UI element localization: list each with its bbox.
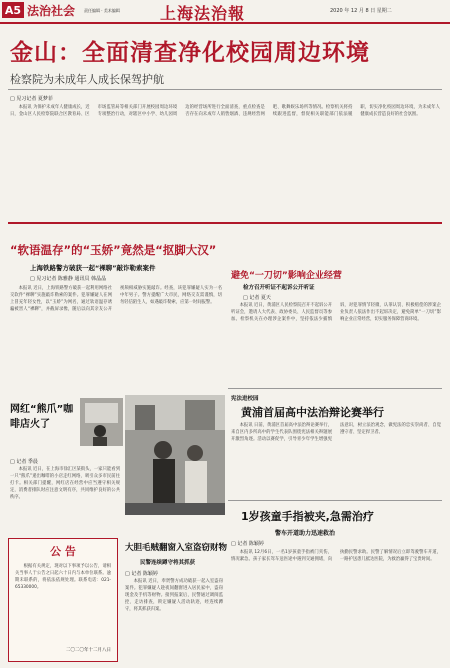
story-e-body [231, 549, 441, 661]
story-a-headline: “软语温存”的“玉娇”竟然是“抠脚大汉” [10, 243, 217, 257]
lead-subhead: 检察院为未成年人成长保驾护航 [10, 73, 164, 86]
divider [228, 500, 442, 501]
divider [8, 89, 442, 90]
story-a-byline: □ 见习记者 陈雅静 通讯员 韩晶晶 [30, 276, 107, 282]
story-f-headline: 大胆毛贼翻窗入室盗窃财物 [125, 543, 228, 553]
story-d-body [231, 422, 441, 494]
story-f-subhead: 民警连续蹲守将其抓获 [140, 560, 196, 566]
story-f-byline: □ 记者 陈颖婷 [125, 571, 158, 577]
lead-byline: □ 见习记者 夏梦菲 [10, 96, 53, 102]
notice-title: 公 告 [50, 545, 76, 558]
notice-body-text: 根据有关规定，现对以下事项予以公告，请相关当事人于公告之日起六十日内与本单位联系。逾期未联系的，将依法依规处理。联系电话：021-65330000。 [15, 564, 111, 590]
lead-body-text: 本报讯 为保护未成年人健康成长，近日，金山区人民检察院联合区教育局、区市场监管局等相关部门开展校园周边环境专项整治行动，对辖区中小学、幼儿园周边的经营场所进行全面清查，重点检查是否存在向未成年人销售烟酒、违规经营网吧、歌舞娱乐场所等情况。检察机关将持续跟进监督，督促相关职能部门依法履职，切实净化校园周边环境，为未成年人健康成长营造良好的社会氛围。 [10, 105, 440, 117]
story-a-body-text: 本报讯 近日，上海铁路警方破获一起利用网络社交软件“裸聊”实施敲诈勒索的案件。犯罪嫌疑人在网上冒充年轻女性，以“玉娇”为网名，通过软语温存诱骗被害人“裸聊”，并截屏录像，随后以向其亲友公开视频相威胁实施敲诈。经查，该犯罪嫌疑人实为一名中年男子。警方提醒广大市民，网络交友需谨慎，切勿轻信陌生人，如遇敲诈勒索，应第一时间报警。 [10, 286, 222, 312]
street-photo-image [125, 395, 225, 515]
story-f-body [125, 578, 223, 663]
section-name: 法治社会 [27, 4, 76, 18]
story-c-headline: 网红“熊爪”咖啡店火了 [10, 404, 74, 430]
story-b-body [231, 302, 441, 384]
notice-body [15, 563, 111, 643]
story-b-headline: 避免“一刀切”影响企业经营 [231, 271, 342, 281]
section-rule [8, 222, 442, 224]
story-d-body-text: 本报讯 日前，黄浦区首届高中法治辩论赛举行，来自区内多所高中的学生代表队围绕宪法相关辩题展开激烈角逐。活动以赛促学，引导青少年学生增强宪法意识，树立法治观念，做宪法的忠实崇尚者、自觉遵守者、坚定捍卫者。 [231, 423, 441, 442]
page-number-badge: A5 [2, 2, 24, 18]
story-c-body [10, 466, 120, 521]
street-photo [125, 395, 225, 515]
story-b-body-text: 本报讯 近日，黄浦区人民检察院召开不起诉公开听证会，邀请人大代表、政协委员、人民监督员等参加。检察机关在办理涉企案件中，坚持依法少捕慎诉，对犯罪情节轻微、认罪认罚、积极赔偿的涉案企业负责人依法作出不起诉决定，避免简单“一刀切”影响企业正常经营，切实服务保障营商环境。 [231, 303, 441, 322]
story-c-byline: □ 记者 季晨 [10, 459, 38, 465]
cafe-photo-image [80, 398, 123, 446]
story-d-section: 宪法进校园 [231, 396, 259, 402]
story-e-headline: 1岁孩童手指被夹,急需治疗 [241, 510, 374, 523]
newspaper-logo: 上海法治報 [160, 4, 246, 23]
cafe-photo [80, 398, 123, 446]
story-f-body-text: 本报讯 近日，奉贤警方成功破获一起入室盗窃案件。犯罪嫌疑人趁夜间翻窗进入居民家中，盗窃现金及手机等财物。接到报案后，民警通过调阅监控、走访排查，锁定嫌疑人活动轨迹，经连续蹲守，将其抓获归案。 [125, 579, 223, 612]
story-e-body-text: 本报讯 12月6日，一名1岁孩童手指被门夹伤，情况紧急。孩子家长驾车送医途中遇到交通拥堵，向执勤民警求助。民警了解情况后立即驾驶警车开道，一路护送患儿抵达医院，为救治赢得了宝贵时间。 [231, 550, 441, 562]
notice-signature: 二〇二〇年十二月八日 [66, 648, 111, 653]
story-a-body [10, 285, 222, 395]
lead-body [10, 104, 440, 220]
issue-date: 2020 年 12 月 8 日 星期二 [330, 8, 392, 14]
story-d-headline: 黄浦首届高中法治辩论赛举行 [241, 406, 384, 419]
story-a-subhead: 上海铁路警方破获一起“裸聊”敲诈勒索案件 [30, 264, 156, 272]
public-notice [8, 538, 118, 662]
divider [228, 388, 442, 389]
story-b-byline: □ 记者 夏天 [243, 295, 271, 301]
story-e-byline: □ 记者 陈颖婷 [231, 541, 264, 547]
editor-meta: 责任编辑 · 美术编辑 [84, 8, 120, 13]
story-b-subhead: 检方召开听证不起诉公开听证 [243, 285, 315, 291]
lead-headline: 金山：全面清查净化校园周边环境 [10, 40, 370, 66]
story-e-subhead: 警车开道助力迅速救治 [275, 530, 336, 537]
story-c-body-text: 本报讯 近日，在上海市徐汇区某街头，一家只能看到一只“熊爪”递出咖啡的小店走红网络，吸引众多市民前往打卡。相关部门提醒，网红店在经营中应当遵守相关规定，消费者排队时应注意文明有序，共同维护良好的公共秩序。 [10, 467, 120, 500]
